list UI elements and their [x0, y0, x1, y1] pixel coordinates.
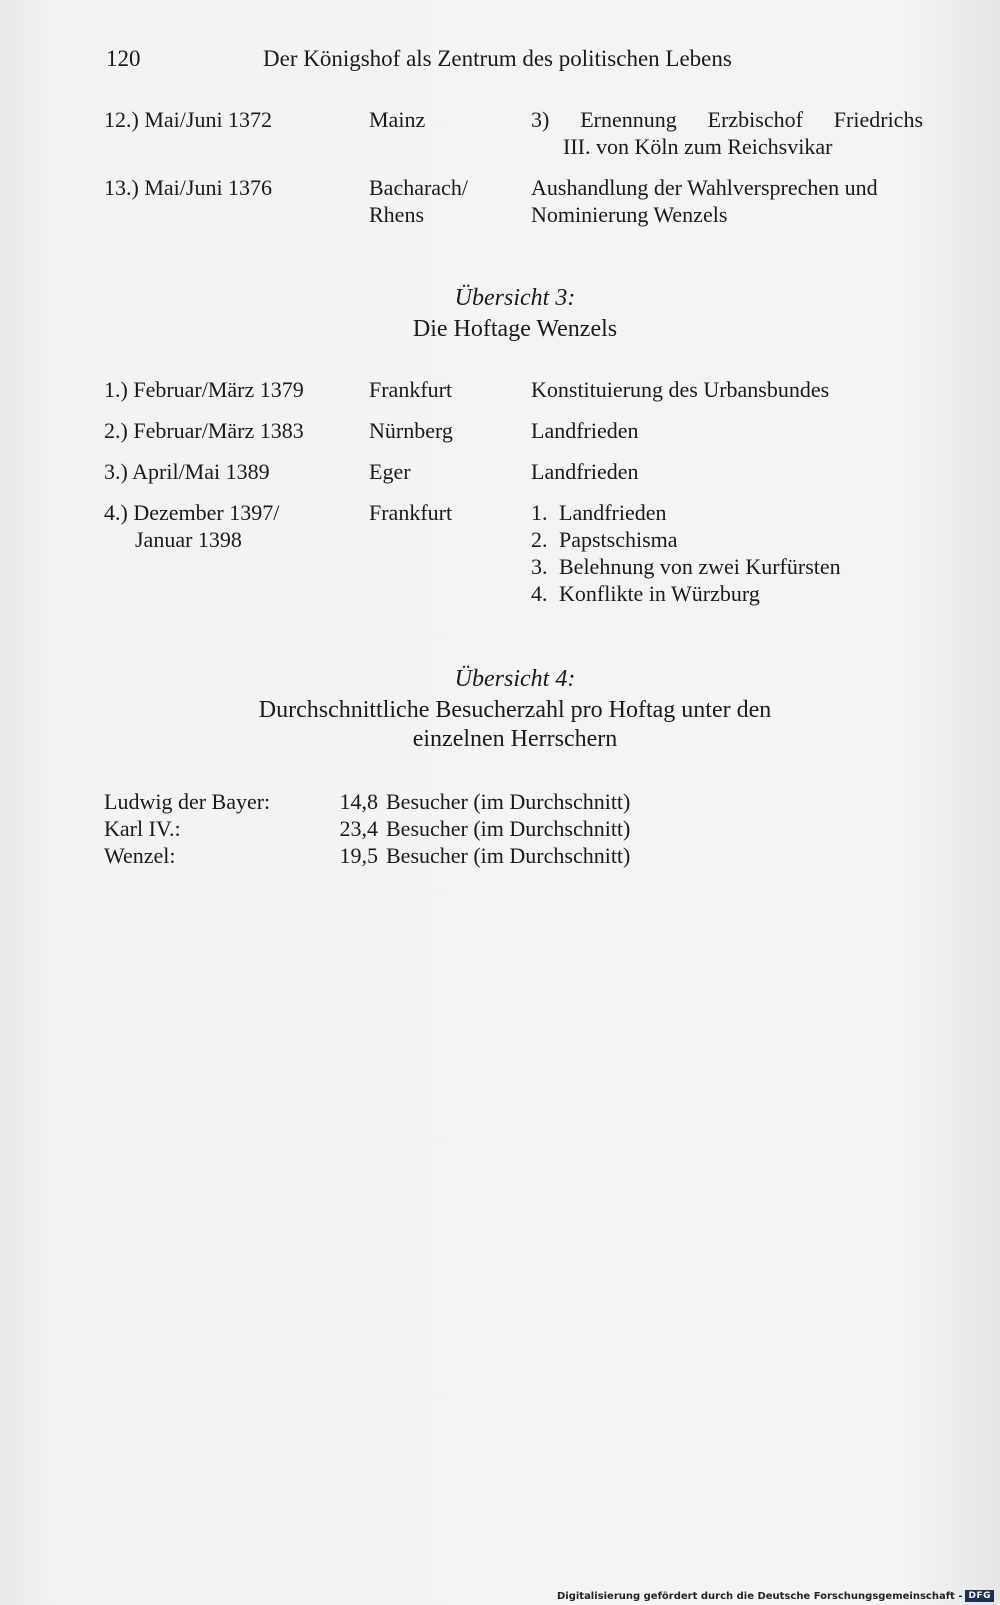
section3-title: Die Hoftage Wenzels: [412, 316, 618, 342]
footer-text: Digitalisierung gefördert durch die Deutsche Forschungsgemeinschaft -: [556, 1590, 963, 1602]
page-number: 120: [106, 46, 141, 71]
table-row-13-topic: Aushandlung der Wahlversprechen und Nominierung Wenzels: [531, 175, 878, 227]
list-item: 4. Konflikte in Würzburg: [531, 581, 760, 606]
running-title: Der Königshof als Zentrum des politischen Lebens: [263, 46, 732, 71]
table-row-12-topic: 3) Ernennung Erzbischof Friedrichs III. von Köln zum Reichsvikar: [531, 107, 924, 159]
table-row-12-date: 12.) Mai/Juni 1372: [104, 107, 273, 132]
table-row-place: Frankfurt: [369, 500, 453, 525]
table-row-topic-list: [531, 499, 923, 607]
section3-label: Übersicht 3:: [454, 285, 576, 311]
ruler-name: Karl IV.:: [104, 816, 181, 841]
visitor-average: 14,8: [339, 789, 378, 814]
table-row-date: 2.) Februar/März 1383: [104, 418, 304, 443]
visitor-label: Besucher (im Durchschnitt): [386, 843, 631, 868]
dfg-logo: DFG: [965, 1590, 994, 1602]
ruler-name: Wenzel:: [104, 843, 176, 868]
section4-title-line1: Durchschnittliche Besucherzahl pro Hoftag unter den: [258, 697, 772, 723]
table-row-13-place: Bacharach/ Rhens: [369, 175, 468, 227]
table-row-12-place: Mainz: [369, 107, 426, 132]
visitor-label: Besucher (im Durchschnitt): [386, 816, 631, 841]
section4-title-line2: einzelnen Herrschern: [412, 726, 618, 752]
section4-label: Übersicht 4:: [454, 666, 576, 692]
table-row-place: Nürnberg: [369, 418, 453, 443]
table-row-place: Eger: [369, 459, 411, 484]
table-row-topic: Landfrieden: [531, 459, 639, 484]
table-row-date: 3.) April/Mai 1389: [104, 459, 270, 484]
list-item: 2. Papstschisma: [531, 527, 678, 552]
digitization-footer: [557, 1590, 994, 1602]
table-row-13-date: 13.) Mai/Juni 1376: [104, 175, 273, 200]
visitor-label: Besucher (im Durchschnitt): [386, 789, 631, 814]
table-row-date: 4.) Dezember 1397/ Januar 1398: [104, 500, 280, 552]
table-row-place: Frankfurt: [369, 377, 453, 402]
table-row-topic: Konstituierung des Urbansbundes: [531, 377, 830, 402]
visitor-average: 23,4: [339, 816, 378, 841]
list-item: 3. Belehnung von zwei Kurfürsten: [531, 554, 841, 579]
ruler-name: Ludwig der Bayer:: [104, 789, 271, 814]
table-row-topic: Landfrieden: [531, 418, 639, 443]
list-item: 1. Landfrieden: [531, 500, 667, 525]
table-row-date: 1.) Februar/März 1379: [104, 377, 304, 402]
visitor-average: 19,5: [339, 843, 378, 868]
